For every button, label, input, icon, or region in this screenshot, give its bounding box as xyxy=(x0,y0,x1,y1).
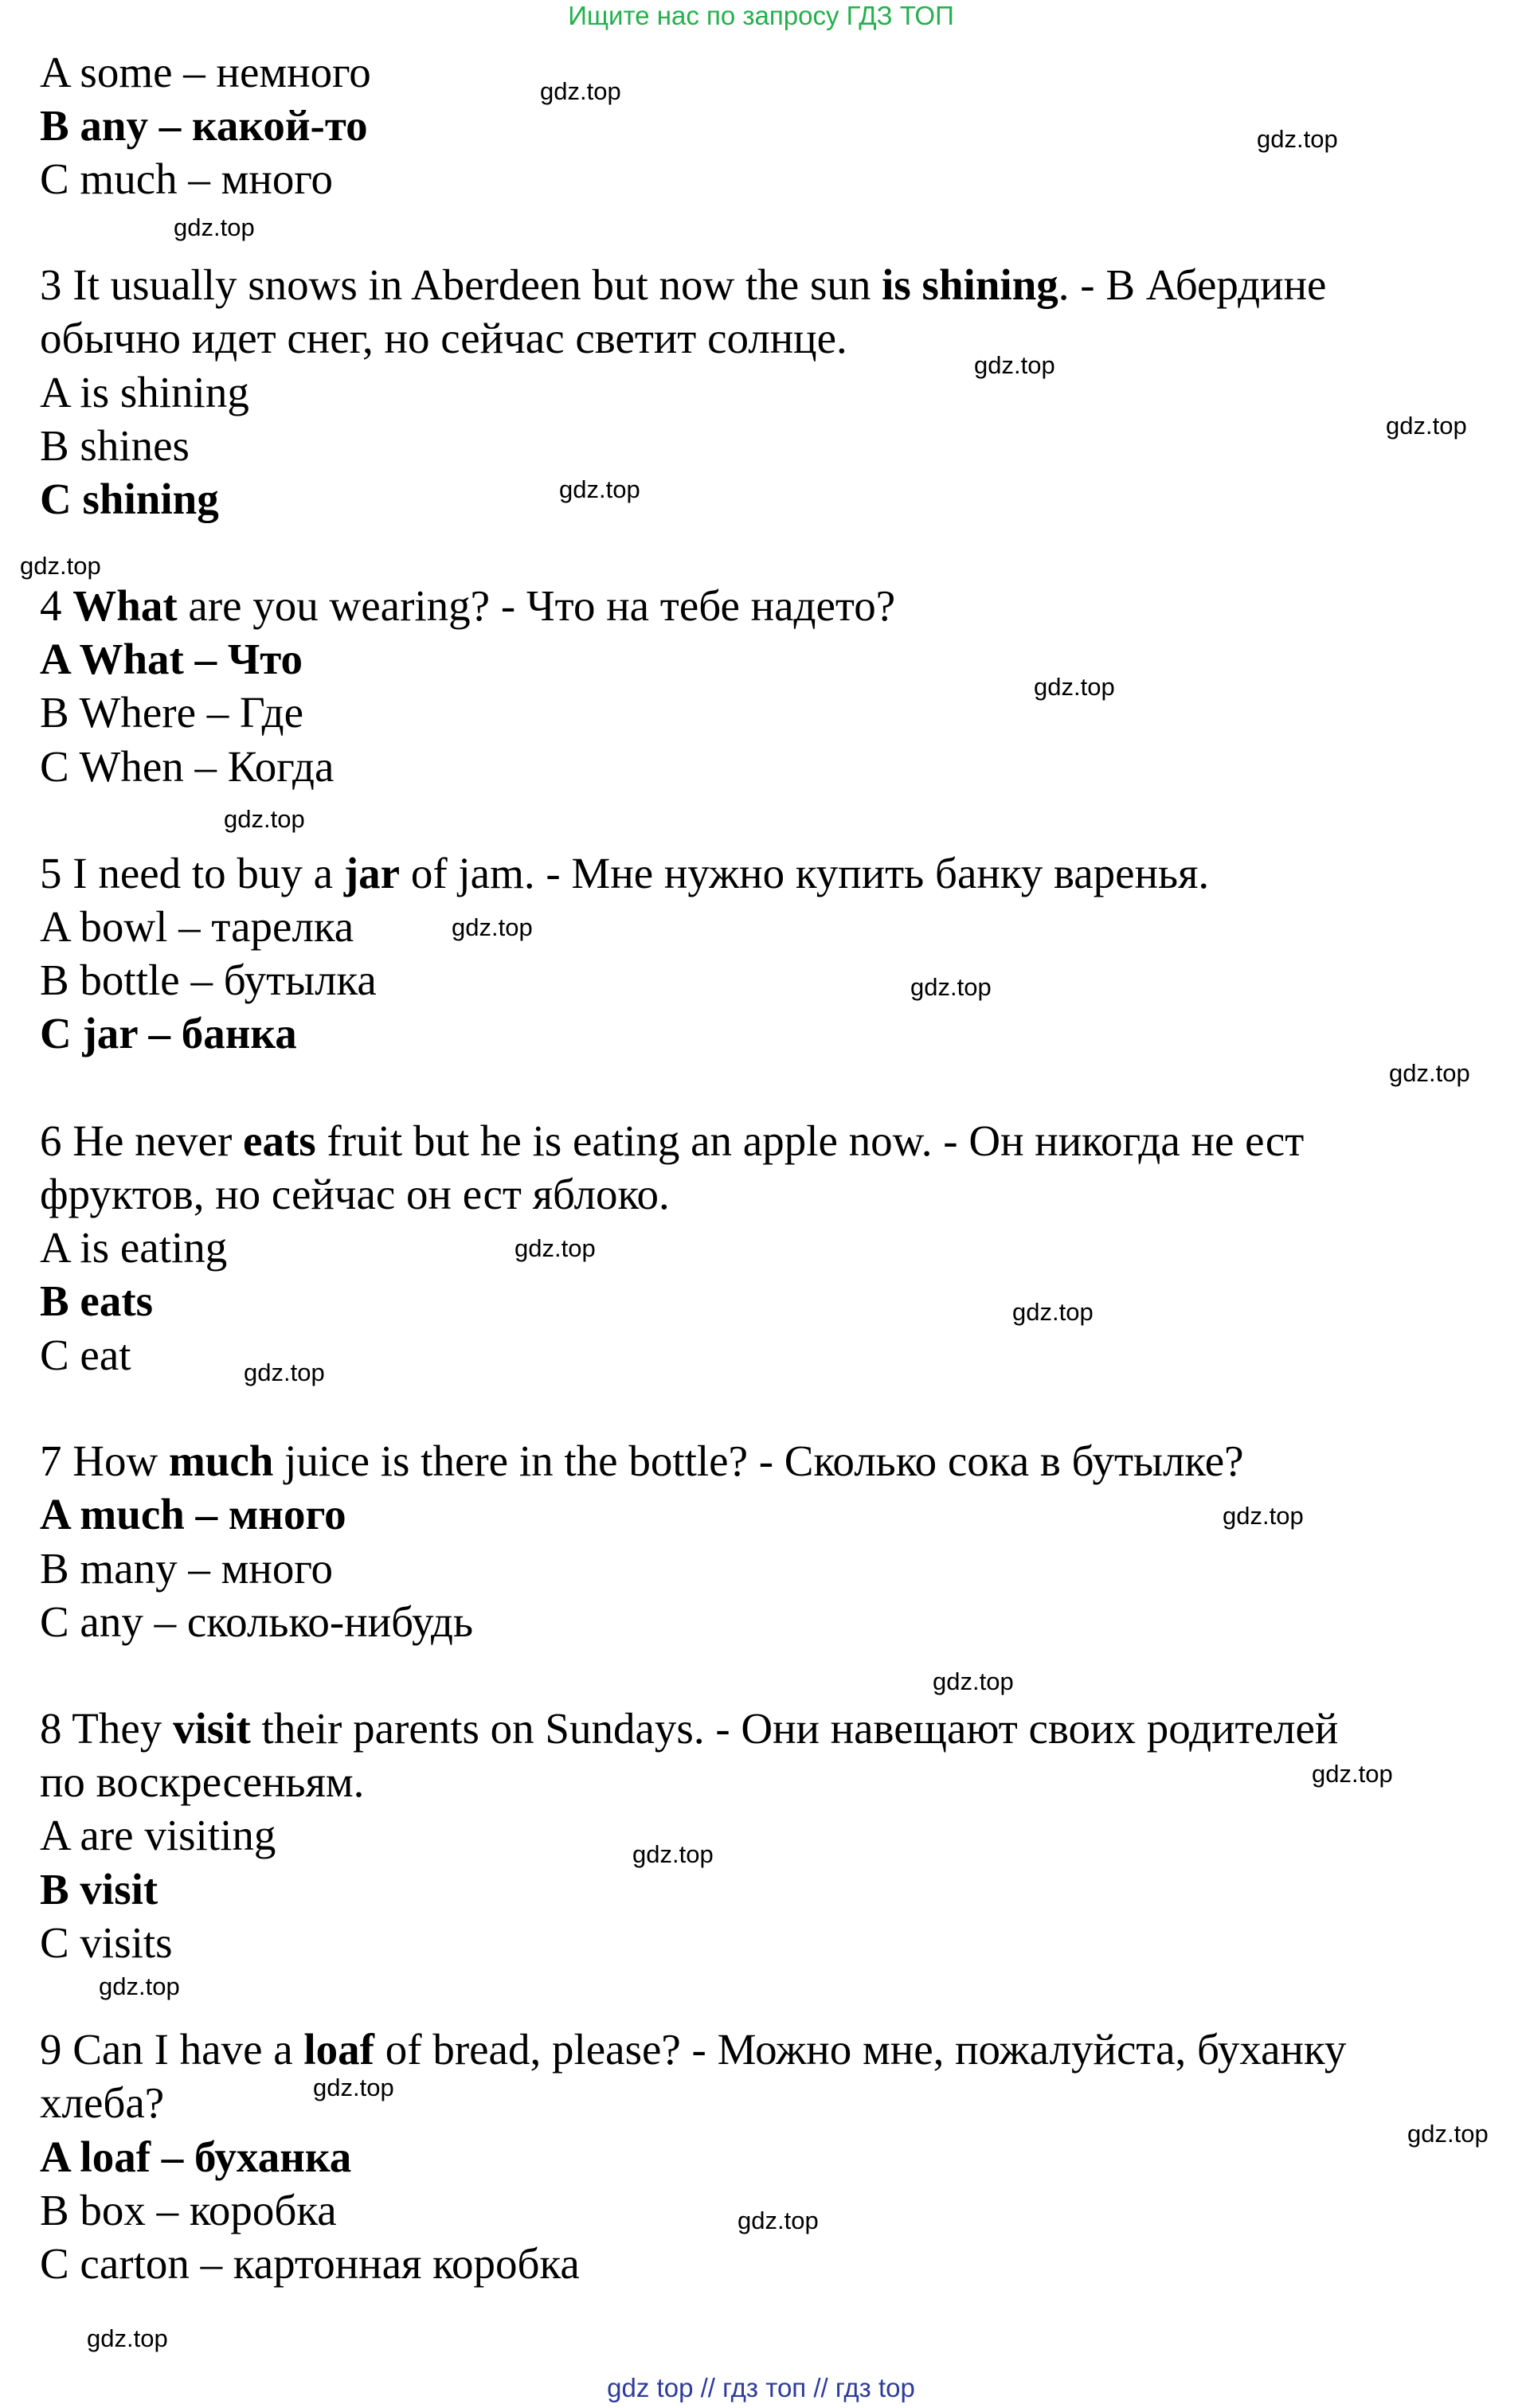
q7-option-c: C any – сколько-нибудь xyxy=(40,1597,474,1646)
q6-option-a: A is eating xyxy=(40,1223,228,1272)
q9-question-line-2: хлеба? xyxy=(40,2078,165,2127)
watermark: gdz.top xyxy=(452,913,533,941)
watermark: gdz.top xyxy=(1223,1502,1304,1530)
q7-option-a-correct: A much – много xyxy=(40,1490,346,1538)
q8-question-line-2: по воскресеньям. xyxy=(40,1757,365,1806)
bottom-banner[interactable]: gdz top // гдз топ // гдз top xyxy=(607,2373,915,2402)
q4-option-a-correct: A What – Что xyxy=(40,635,303,683)
q6-option-b-correct: B eats xyxy=(40,1276,154,1325)
q7-option-b: B many – много xyxy=(40,1544,334,1593)
q4-option-c: C When – Когда xyxy=(40,742,335,791)
watermark: gdz.top xyxy=(1386,412,1467,440)
watermark: gdz.top xyxy=(540,77,621,105)
watermark: gdz.top xyxy=(244,1358,325,1386)
q2-option-a: A some – немного xyxy=(40,48,371,96)
q2-option-b-correct: B any – какой-то xyxy=(40,101,368,150)
q5-option-b: B bottle – бутылка xyxy=(40,956,377,1004)
watermark: gdz.top xyxy=(1257,125,1338,153)
watermark: gdz.top xyxy=(313,2074,394,2101)
q3-question-line-1: 3 It usually snows in Aberdeen but now the sun is shining. - В Абердине xyxy=(40,260,1327,309)
q9-option-c: C carton – картонная коробка xyxy=(40,2239,580,2288)
q5-question-line-1: 5 I need to buy a jar of jam. - Мне нужно купить банку варенья. xyxy=(40,849,1210,897)
watermark: gdz.top xyxy=(559,475,640,503)
q3-question-line-2: обычно идет снег, но сейчас светит солнце. xyxy=(40,314,847,362)
q5-option-a: A bowl – тарелка xyxy=(40,902,354,951)
q7-question-line-1: 7 How much juice is there in the bottle? - Сколько сока в бутылке? xyxy=(40,1437,1244,1485)
watermark: gdz.top xyxy=(174,213,255,241)
q4-option-b: B Where – Где xyxy=(40,688,304,737)
q4-question-line-1: 4 What are you wearing? - Что на тебе надето? xyxy=(40,581,896,630)
q3-option-b: B shines xyxy=(40,421,190,470)
q3-option-c: C shining xyxy=(40,475,219,523)
watermark: gdz.top xyxy=(20,552,101,580)
q6-question-line-1: 6 He never eats fruit but he is eating an apple now. - Он никогда не ест xyxy=(40,1116,1305,1165)
q5-option-c-correct: C jar – банка xyxy=(40,1009,297,1057)
watermark: gdz.top xyxy=(632,1840,714,1868)
q2-option-c: C much – много xyxy=(40,154,334,203)
q6-option-c: C eat xyxy=(40,1331,131,1379)
watermark: gdz.top xyxy=(1407,2120,1489,2148)
q9-question-line-1: 9 Can I have a loaf of bread, please? - Можно мне, пожалуйста, буханку xyxy=(40,2025,1347,2074)
q8-option-c: C visits xyxy=(40,1918,173,1967)
watermark: gdz.top xyxy=(1389,1059,1470,1087)
watermark: gdz.top xyxy=(738,2207,819,2234)
watermark: gdz.top xyxy=(933,1667,1014,1695)
watermark: gdz.top xyxy=(1012,1298,1094,1326)
q8-question-line-1: 8 They visit their parents on Sundays. - Они навещают своих родителей xyxy=(40,1704,1339,1753)
q3-option-a: A is shining xyxy=(40,368,249,416)
top-banner[interactable]: Ищите нас по запросу ГДЗ ТОП xyxy=(568,1,954,30)
watermark: gdz.top xyxy=(974,351,1055,379)
q9-option-b: B box – коробка xyxy=(40,2186,337,2234)
q9-option-a-correct: A loaf – буханка xyxy=(40,2132,352,2181)
q8-option-b-correct: B visit xyxy=(40,1865,158,1914)
watermark: gdz.top xyxy=(515,1234,596,1262)
q8-option-a: A are visiting xyxy=(40,1811,276,1859)
watermark: gdz.top xyxy=(1034,673,1115,701)
watermark: gdz.top xyxy=(99,1972,180,2000)
q6-question-line-2: фруктов, но сейчас он ест яблоко. xyxy=(40,1170,670,1218)
watermark: gdz.top xyxy=(1312,1760,1393,1788)
watermark: gdz.top xyxy=(224,805,305,833)
watermark: gdz.top xyxy=(87,2324,168,2352)
watermark: gdz.top xyxy=(910,973,992,1001)
